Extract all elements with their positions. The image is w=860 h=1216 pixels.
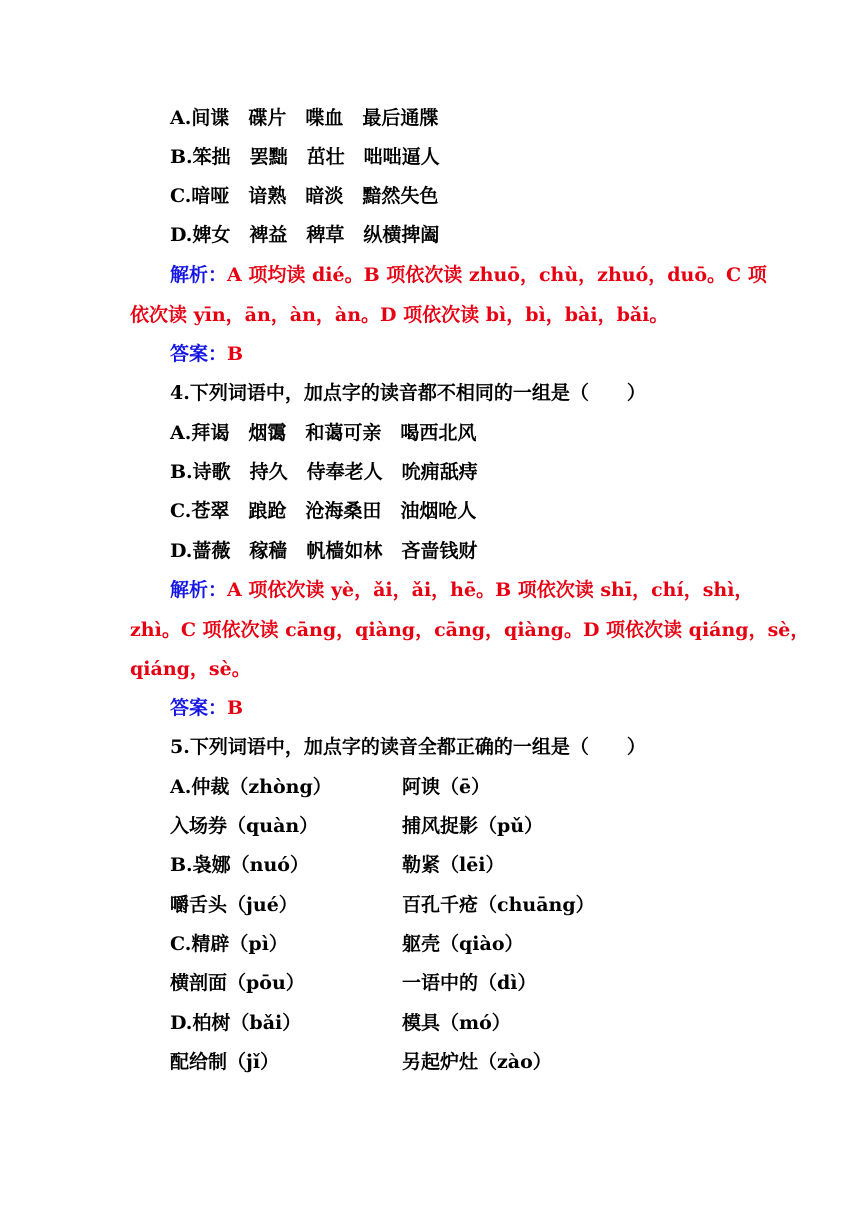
q4-option-b: B.诗歌 持久 侍奉老人 吮痈舐痔 xyxy=(170,461,478,483)
q3-analysis-line2: 依次读 yīn，ān，àn，àn。D 项依次读 bì，bì，bài，bǎi。 xyxy=(130,304,669,326)
q5-cell-left: 嚼舌头（jué） xyxy=(170,894,298,916)
q5-cell-right: 捕风捉影（pǔ） xyxy=(402,815,544,837)
q4-analysis-line1 xyxy=(170,576,753,604)
q4-analysis-line2: zhì。C 项依次读 cāng，qiàng，cāng，qiàng。D 项依次读 qiáng，sè， xyxy=(130,619,810,641)
analysis-text: A 项依次读 yè，ǎi，ǎi，hē。B 项依次读 shī，chí，shì， xyxy=(227,579,754,601)
q4-stem: 4.下列词语中，加点字的读音都不相同的一组是（ ） xyxy=(170,382,646,404)
q5-cell-left: C.精辟（pì） xyxy=(170,933,288,955)
q3-analysis-line1 xyxy=(170,261,767,289)
q5-cell-right: 一语中的（dì） xyxy=(402,972,537,994)
q5-stem: 5.下列词语中，加点字的读音全都正确的一组是（ ） xyxy=(170,736,646,758)
q3-option-a: A.间谍 碟片 喋血 最后通牒 xyxy=(170,107,439,129)
q3-option-d: D.婢女 裨益 稗草 纵横捭阖 xyxy=(170,224,440,246)
q5-cell-left: 入场券（quàn） xyxy=(170,815,319,837)
q5-cell-right: 阿谀（ē） xyxy=(402,776,491,798)
q3-option-b: B.笨拙 罢黜 茁壮 咄咄逼人 xyxy=(170,146,440,168)
q4-answer xyxy=(170,694,243,722)
q5-cell-left: D.柏树（bǎi） xyxy=(170,1012,302,1034)
q4-option-a: A.拜谒 烟霭 和蔼可亲 喝西北风 xyxy=(170,422,477,444)
q5-cell-right: 模具（mó） xyxy=(402,1012,511,1034)
q4-option-d: D.蔷薇 稼穑 帆樯如林 吝啬钱财 xyxy=(170,540,478,562)
q3-answer xyxy=(170,340,243,368)
answer-value: B xyxy=(227,343,244,365)
q4-option-c: C.苍翠 踉跄 沧海桑田 油烟呛人 xyxy=(170,500,477,522)
answer-value: B xyxy=(227,697,244,719)
answer-label: 答案： xyxy=(170,697,228,719)
analysis-label: 解析： xyxy=(170,579,228,601)
answer-label: 答案： xyxy=(170,343,228,365)
q5-cell-right: 勒紧（lēi） xyxy=(402,854,505,876)
q5-cell-left: 配给制（jǐ） xyxy=(170,1051,280,1073)
q5-cell-right: 另起炉灶（zào） xyxy=(402,1051,552,1073)
q5-cell-right: 百孔千疮（chuāng） xyxy=(402,894,595,916)
analysis-label: 解析： xyxy=(170,264,228,286)
q3-option-c: C.喑哑 谙熟 暗淡 黯然失色 xyxy=(170,185,439,207)
analysis-text: A 项均读 dié。B 项依次读 zhuō，chù，zhuó，duō。C 项 xyxy=(227,264,767,286)
q5-cell-left: 横剖面（pōu） xyxy=(170,972,305,994)
q5-cell-left: B.袅娜（nuó） xyxy=(170,854,309,876)
q5-row xyxy=(170,773,332,801)
q5-cell-right: 躯壳（qiào） xyxy=(402,933,524,955)
q5-cell-left: A.仲裁（zhòng） xyxy=(170,776,332,798)
q4-analysis-line3: qiáng，sè。 xyxy=(130,658,251,680)
